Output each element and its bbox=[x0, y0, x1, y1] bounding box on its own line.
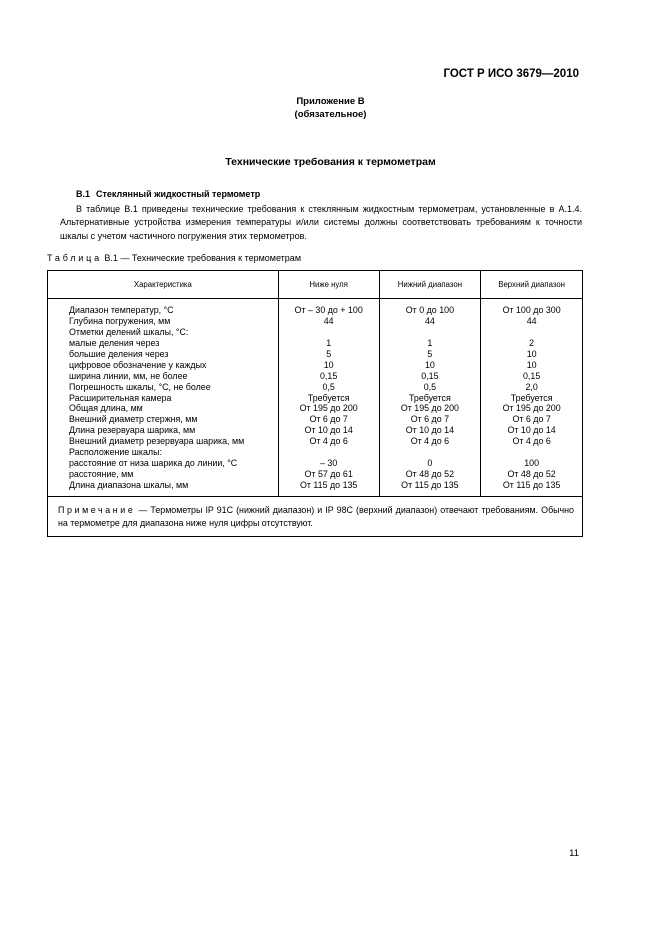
low-range-cell: От 115 до 135 bbox=[401, 480, 459, 490]
characteristic-cell: Диапазон температур, °С bbox=[69, 305, 174, 315]
below-zero-cell: 44 bbox=[323, 315, 334, 326]
below-zero-cell: Требуется bbox=[307, 392, 350, 403]
low-range-column bbox=[379, 299, 481, 497]
section-title: Стеклянный жидкостный термометр bbox=[96, 189, 261, 199]
characteristic-cell: расстояние, мм bbox=[69, 469, 134, 480]
page-title: Технические требования к термометрам bbox=[225, 156, 436, 168]
high-range-cell: 44 bbox=[526, 315, 537, 326]
header-high-range: Верхний диапазон bbox=[481, 271, 583, 299]
header-characteristic: Характеристика bbox=[48, 271, 279, 299]
below-zero-cell: От 6 до 7 bbox=[309, 414, 348, 425]
below-zero-cell: 5 bbox=[326, 348, 332, 359]
appendix-title: Приложение В bbox=[296, 96, 365, 107]
high-range-cell: От 100 до 300 bbox=[502, 305, 561, 315]
below-zero-cell: От – 30 до + 100 bbox=[294, 305, 363, 315]
below-zero-cell: 0,15 bbox=[320, 370, 338, 381]
high-range-cell: 100 bbox=[524, 458, 540, 469]
below-zero-column bbox=[278, 299, 379, 497]
characteristic-cell: Внешний диаметр резервуара шарика, мм bbox=[69, 436, 245, 447]
requirements-table bbox=[47, 270, 583, 537]
low-range-cell: От 10 до 14 bbox=[405, 425, 455, 436]
section-heading bbox=[76, 189, 260, 199]
characteristic-cell: Расположение шкалы: bbox=[69, 447, 162, 458]
characteristic-cell: Длина резервуара шарика, мм bbox=[69, 425, 196, 436]
characteristic-cell: Внешний диаметр стержня, мм bbox=[69, 414, 198, 425]
characteristic-cell: большие деления через bbox=[69, 348, 169, 359]
intro-paragraph: В таблице В.1 приведены технические требования к стеклянным жидкостным термометрам, установленные в А.1.4. Альтернативные устройства измерения температуры и/или системы должны соответствовать требованиям к точности шкалы с учетом частичного погружения этих термометров. bbox=[60, 204, 582, 241]
low-range-cell: 0 bbox=[427, 458, 433, 469]
below-zero-cell: От 10 до 14 bbox=[304, 425, 353, 436]
high-range-cell: От 48 до 52 bbox=[507, 469, 556, 480]
header-low-range: Нижний диапазон bbox=[379, 271, 481, 299]
below-zero-cell: От 4 до 6 bbox=[309, 436, 348, 447]
high-range-cell: 0,15 bbox=[522, 370, 541, 381]
low-range-cell: 0,15 bbox=[421, 370, 439, 381]
characteristics-column bbox=[48, 299, 279, 497]
high-range-cell: 10 bbox=[526, 348, 537, 359]
high-range-cell: 10 bbox=[526, 359, 537, 370]
characteristic-cell: Общая длина, мм bbox=[69, 403, 143, 414]
below-zero-cell bbox=[279, 327, 379, 338]
low-range-cell: 10 bbox=[424, 359, 435, 370]
below-zero-cell bbox=[279, 447, 379, 458]
high-range-cell: 2 bbox=[529, 337, 535, 348]
below-zero-cell: От 115 до 135 bbox=[299, 480, 358, 490]
table-header-row bbox=[48, 271, 583, 299]
low-range-cell bbox=[380, 327, 481, 338]
high-range-cell: 2,0 bbox=[525, 381, 538, 392]
low-range-cell: 5 bbox=[427, 348, 433, 359]
characteristic-cell: малые деления через bbox=[69, 337, 160, 348]
table-caption bbox=[47, 253, 301, 263]
table-note-row bbox=[48, 496, 583, 536]
table-caption-text: В.1 — Технические требования к термометрам bbox=[104, 253, 302, 263]
below-zero-cell: 10 bbox=[323, 359, 334, 370]
below-zero-cell: 0,5 bbox=[322, 381, 335, 392]
low-range-cell: 1 bbox=[427, 337, 433, 348]
appendix-status: (обязательное) bbox=[294, 109, 367, 120]
below-zero-cell: – 30 bbox=[320, 458, 338, 469]
low-range-cell: 0,5 bbox=[423, 381, 437, 392]
characteristic-cell: расстояние от низа шарика до линии, °С bbox=[69, 458, 238, 469]
low-range-cell: Требуется bbox=[409, 392, 451, 403]
section-number: В.1 bbox=[76, 189, 91, 199]
characteristic-cell: Отметки делений шкалы, °С: bbox=[69, 326, 189, 337]
below-zero-cell: 1 bbox=[326, 337, 332, 348]
characteristic-cell: ширина линии, мм, не более bbox=[69, 370, 188, 381]
high-range-cell: От 6 до 7 bbox=[512, 414, 551, 425]
characteristic-cell: Погрешность шкалы, °С, не более bbox=[69, 381, 211, 392]
low-range-cell: 44 bbox=[424, 315, 435, 326]
high-range-cell: От 4 до 6 bbox=[512, 436, 551, 447]
note-prefix: Примечание bbox=[58, 504, 136, 515]
table-body-row bbox=[48, 299, 583, 497]
low-range-cell: От 48 до 52 bbox=[405, 469, 455, 480]
high-range-cell bbox=[481, 447, 582, 458]
characteristic-cell: Глубина погружения, мм bbox=[69, 315, 171, 326]
document-code: ГОСТ Р ИСО 3679—2010 bbox=[443, 68, 579, 80]
below-zero-cell: От 195 до 200 bbox=[299, 403, 358, 414]
characteristic-cell: Расширительная камера bbox=[69, 392, 172, 403]
high-range-cell: От 195 до 200 bbox=[502, 403, 561, 414]
low-range-cell: От 6 до 7 bbox=[410, 414, 450, 425]
page-number: 11 bbox=[569, 848, 579, 859]
high-range-cell: Требуется bbox=[510, 392, 553, 403]
table-caption-prefix: Таблица bbox=[47, 253, 102, 263]
high-range-column bbox=[481, 299, 583, 497]
low-range-cell bbox=[380, 447, 481, 458]
table-note bbox=[48, 496, 583, 536]
header-below-zero: Ниже нуля bbox=[278, 271, 379, 299]
characteristic-cell: Длина диапазона шкалы, мм bbox=[69, 480, 189, 490]
below-zero-cell: От 57 до 61 bbox=[304, 469, 353, 480]
low-range-cell: От 0 до 100 bbox=[405, 305, 455, 315]
high-range-cell: От 10 до 14 bbox=[507, 425, 556, 436]
high-range-cell: От 115 до 135 bbox=[502, 480, 561, 490]
low-range-cell: От 4 до 6 bbox=[410, 436, 450, 447]
high-range-cell bbox=[481, 327, 582, 338]
characteristic-cell: цифровое обозначение у каждых bbox=[69, 359, 207, 370]
low-range-cell: От 195 до 200 bbox=[400, 403, 459, 414]
note-text: — Термометры IP 91С (нижний диапазон) и IP 98С (верхний диапазон) отвечают требованиям. Обычно на термометре для диапазона ниже нуля цифры отсутствуют. bbox=[58, 504, 574, 528]
